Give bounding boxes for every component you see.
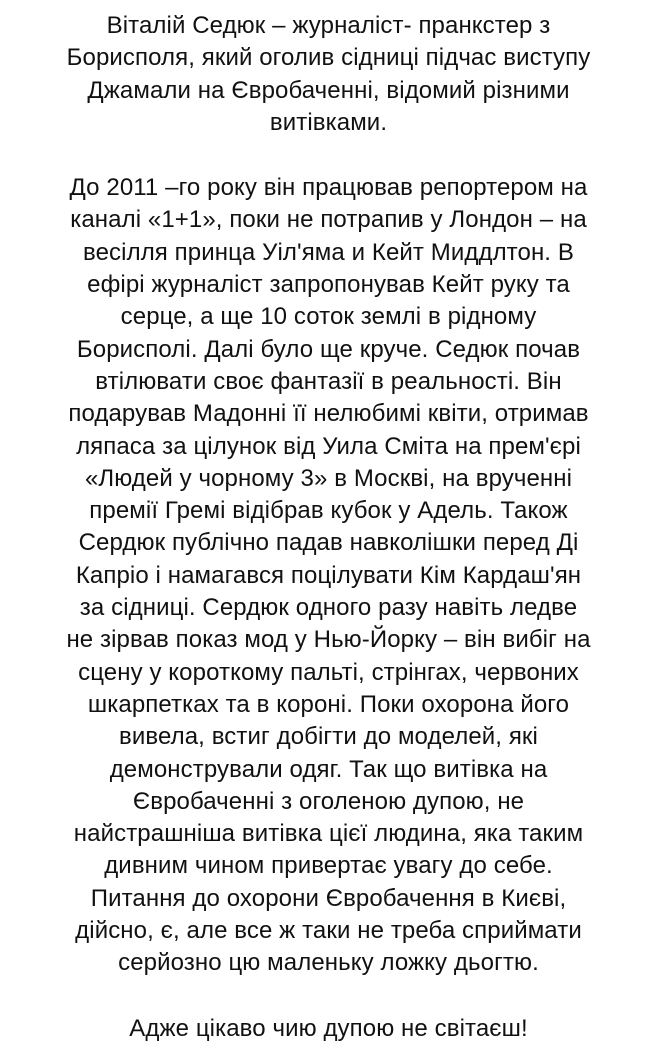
text-line: шкарпетках та в короні. Поки охорона його [87,690,570,718]
text-line: Борисполі. Далі було ще круче. Седюк почав [76,335,581,363]
text-line: серце, а ще 10 соток землі в рідному [120,303,537,331]
text-line: дійсно, є, але все ж таки не треба сприймати [75,917,582,945]
text-line: сцену у короткому пальті, стрінгах, червоних [78,658,579,686]
text-line: витівками. [269,108,388,136]
paragraph-closing [0,1013,657,1045]
text-line: Питання до охорони Євробачення в Києві, [90,884,567,912]
text-line: подарував Мадонні її нелюбимі квіти, отримав [68,400,589,428]
text-line: вивела, встиг добігти до моделей, які [119,723,538,751]
paragraph-intro [0,10,657,139]
text-line: Сердюк публічно падав навколішки перед Ді [78,529,579,557]
text-line: «Людей у чорному 3» в Москві, на врученні [84,464,573,492]
text-line: за сідниці. Сердюк одного разу навіть ледве [79,594,578,622]
text-line: каналі «1+1», поки не потрапив у Лондон – на [70,206,587,234]
text-line: ляпаса за цілунок від Уила Сміта на прем'єрі [76,432,581,460]
text-line: дивним чином привертає увагу до себе. [104,852,553,880]
text-line: втілювати своє фантазії в реальності. Він [95,367,562,395]
text-line: весілля принца Уіл'яма и Кейт Миддлтон. В [83,238,574,266]
text-line: не зірвав показ мод у Нью-Йорку – він вибіг на [66,626,591,654]
text-line: ефірі журналіст запропонував Кейт руку та [87,271,570,299]
text-line: До 2011 –го року він працював репортером на [69,174,588,202]
text-line: демонстрували одяг. Так що витівка на [109,755,548,783]
text-line: Капріо і намагався поцілувати Кім Кардаш'ян [75,561,582,589]
text-line: премії Гремі відібрав кубок у Адель. Також [89,497,568,525]
text-line: Джамали на Євробаченні, відомий різними [87,76,570,104]
text-line: найстрашніша витівка цієї людина, яка таким [73,820,584,848]
text-line: Віталій Седюк – журналіст- пранкстер з [106,12,551,39]
text-line: серйозно цю маленьку ложку дьогтю. [118,949,539,977]
paragraph-body [0,172,657,979]
text-line: Адже цікаво чию дупою не світаєш! [129,1014,528,1042]
text-line: Борисполя, який оголив сідниці підчас виступу [66,44,591,72]
text-line: Євробаченні з оголеною дупою, не [132,787,525,815]
